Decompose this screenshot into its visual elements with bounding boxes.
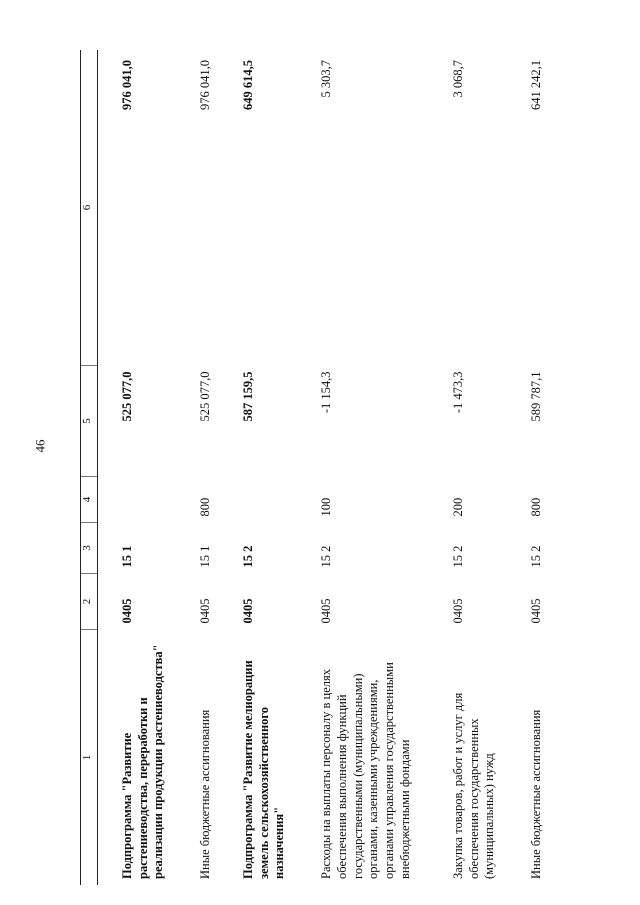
- row-expense-type: 800: [529, 497, 544, 517]
- row-section: 0405: [319, 598, 334, 624]
- row-target: 15 1: [198, 545, 213, 568]
- header-col-3: 3: [81, 523, 98, 574]
- rotated-table-wrapper: [80, 50, 550, 885]
- row-value-2: 976 041,0: [120, 60, 134, 110]
- row-target: 15 2: [241, 545, 256, 568]
- row-section: 0405: [529, 598, 544, 624]
- header-col-2: 2: [81, 574, 98, 630]
- row-name: Иные бюджетные ассигнования: [198, 709, 213, 879]
- row-target: 15 2: [319, 545, 334, 568]
- row-expense-type: [98, 477, 177, 523]
- row-value-1: -1 473,3: [450, 371, 465, 414]
- row-value-1: 525 077,0: [120, 371, 134, 422]
- row-section: 0405: [450, 598, 465, 624]
- row-expense-type: 200: [450, 497, 465, 517]
- row-value-2: 3 068,7: [450, 60, 465, 98]
- row-value-1: 525 077,0: [198, 371, 213, 422]
- row-value-1: -1 154,3: [319, 371, 334, 414]
- table-row: [429, 50, 507, 885]
- header-col-1: 1: [81, 630, 98, 886]
- row-value-1: 589 787,1: [529, 371, 544, 422]
- row-section: 0405: [241, 598, 256, 624]
- table-row: [507, 50, 550, 885]
- row-section: 0405: [198, 598, 213, 624]
- row-name: Иные бюджетные ассигнования: [529, 709, 544, 879]
- header-col-6: 6: [81, 50, 98, 366]
- row-name: Расходы на выплаты персоналу в целях обеспечения выполнения функций государственными (муниципальными) органами, казенными учреждениями, органами управления государственными внебюджетными фондами: [319, 662, 412, 879]
- table-row: [98, 50, 177, 885]
- row-name: Закупка товаров, работ и услуг для обеспечения государственных (муниципальных) нужд: [450, 692, 497, 879]
- row-expense-type: [219, 477, 297, 523]
- row-value-2: 641 242,1: [529, 60, 544, 110]
- row-name: Подпрограмма "Развитие растениеводства, переработки и реализации продукции растениеводства": [120, 644, 166, 879]
- row-target: 15 2: [529, 545, 544, 568]
- table-row: [176, 50, 219, 885]
- row-expense-type: 800: [198, 497, 213, 517]
- row-name: Подпрограмма "Развитие мелиорации земель сельскохозяйственного назначения": [241, 660, 287, 879]
- header-col-4: 4: [81, 477, 98, 523]
- row-target: 15 1: [120, 545, 134, 568]
- page-number: 46: [32, 439, 48, 453]
- row-value-1: 587 159,5: [241, 371, 256, 422]
- row-value-2: 5 303,7: [319, 60, 334, 98]
- row-section: 0405: [120, 598, 134, 624]
- header-col-5: 5: [81, 366, 98, 477]
- row-value-2: 976 041,0: [198, 60, 213, 110]
- row-expense-type: 100: [319, 497, 334, 517]
- header-row: [81, 50, 98, 885]
- budget-table: [80, 50, 550, 885]
- table-row: [297, 50, 429, 885]
- row-value-2: 649 614,5: [241, 60, 256, 110]
- row-target: 15 2: [450, 545, 465, 568]
- table-row: [219, 50, 297, 885]
